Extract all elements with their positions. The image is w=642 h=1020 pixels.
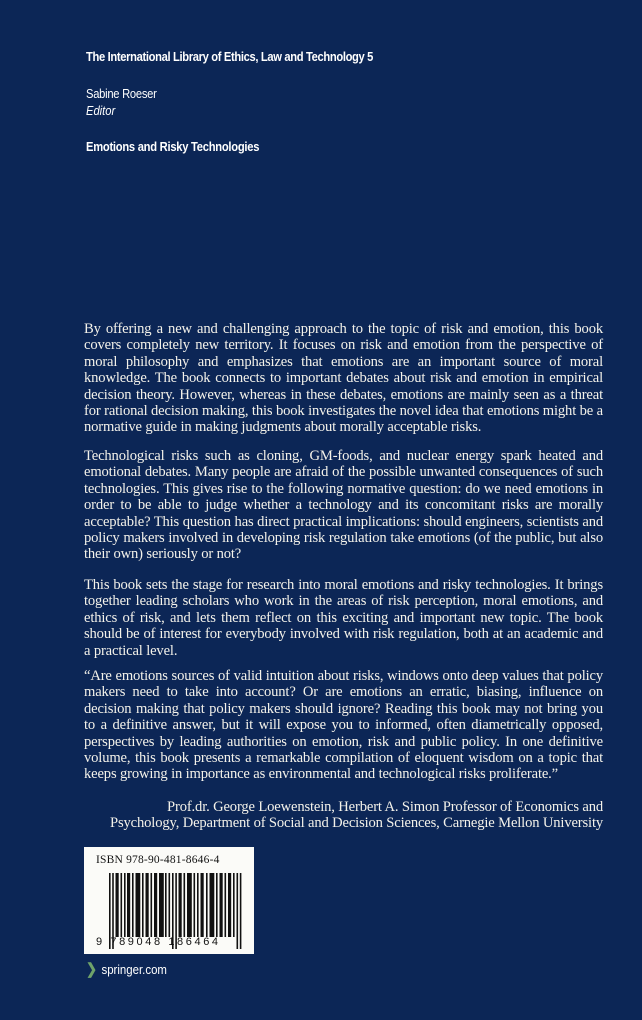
blurb-paragraph-2 bbox=[84, 448, 603, 563]
editor-role: Editor bbox=[86, 103, 116, 118]
attribution-line: Psychology, Department of Social and Decision Sciences, Carnegie Mellon University bbox=[110, 815, 603, 832]
paragraph-text: Technological risks such as cloning, GM-foods, and nuclear energy spark heated and emotional debates. Many people are afraid of the possible unwanted consequences of such technologies. This gives rise to the following normative question: do we need emotions in order to be able to judge whether a technology and its concomitant risks are morally acceptable? This question has direct practical implications: should engineers, scientists and policy makers involved in developing risk regulation take emotions (of the public, but also their own) seriously or not? bbox=[84, 448, 603, 563]
paragraph-text: By offering a new and challenging approach to the topic of risk and emotion, this book covers completely new territory. It focuses on risk and emotion from the perspective of moral philosophy and emphasizes that emotions are an important source of moral knowledge. The book connects to important debates about risk and emotion in empirical decision theory. However, whereas in these debates, emotions are mainly seen as a threat for rational decision making, this book investigates the novel idea that emotions might be a normative guide in making judgments about morally acceptable risks. bbox=[84, 321, 603, 436]
paragraph-text: This book sets the stage for research into moral emotions and risky technologies. It brings together leading scholars who work in the areas of risk perception, moral emotions, and ethics of risk, and lets them reflect on this exciting and important new topic. The book should be of interest for everybody involved with risk regulation, both at an academic and a practical level. bbox=[84, 577, 603, 659]
isbn-label: ISBN 978-90-481-8646-4 bbox=[96, 854, 220, 866]
ean-digits: 9 789048 186464 bbox=[96, 936, 221, 948]
publisher-link[interactable] bbox=[86, 960, 167, 978]
series-title: The International Library of Ethics, Law and Technology 5 bbox=[86, 49, 374, 64]
endorsement-attribution bbox=[84, 799, 603, 832]
attribution-line: Prof.dr. George Loewenstein, Herbert A. Simon Professor of Economics and bbox=[167, 799, 603, 815]
blurb-paragraph-3 bbox=[84, 577, 603, 659]
isbn-barcode bbox=[84, 847, 254, 954]
endorsement-quote bbox=[84, 668, 603, 783]
chevron-right-icon: ❯ bbox=[86, 961, 98, 978]
editor-name: Sabine Roeser bbox=[86, 86, 157, 101]
publisher-website[interactable]: springer.com bbox=[101, 961, 167, 977]
book-title: Emotions and Risky Technologies bbox=[86, 139, 260, 154]
quote-text: “Are emotions sources of valid intuition about risks, windows onto deep values that policy makers need to take into account? Or are emotions an erratic, biasing, influence on decision making that policy makers should ignore? Reading this book may not bring you to a definitive answer, but it will expose you to informed, often diametrically opposed, perspectives by leading authorities on emotion, risk and public policy. In one definitive volume, this book presents a remarkable compilation of eloquent wisdom on a topic that keeps growing in importance as environmental and technological risks proliferate.” bbox=[84, 668, 603, 783]
blurb-paragraph-1 bbox=[84, 321, 603, 436]
